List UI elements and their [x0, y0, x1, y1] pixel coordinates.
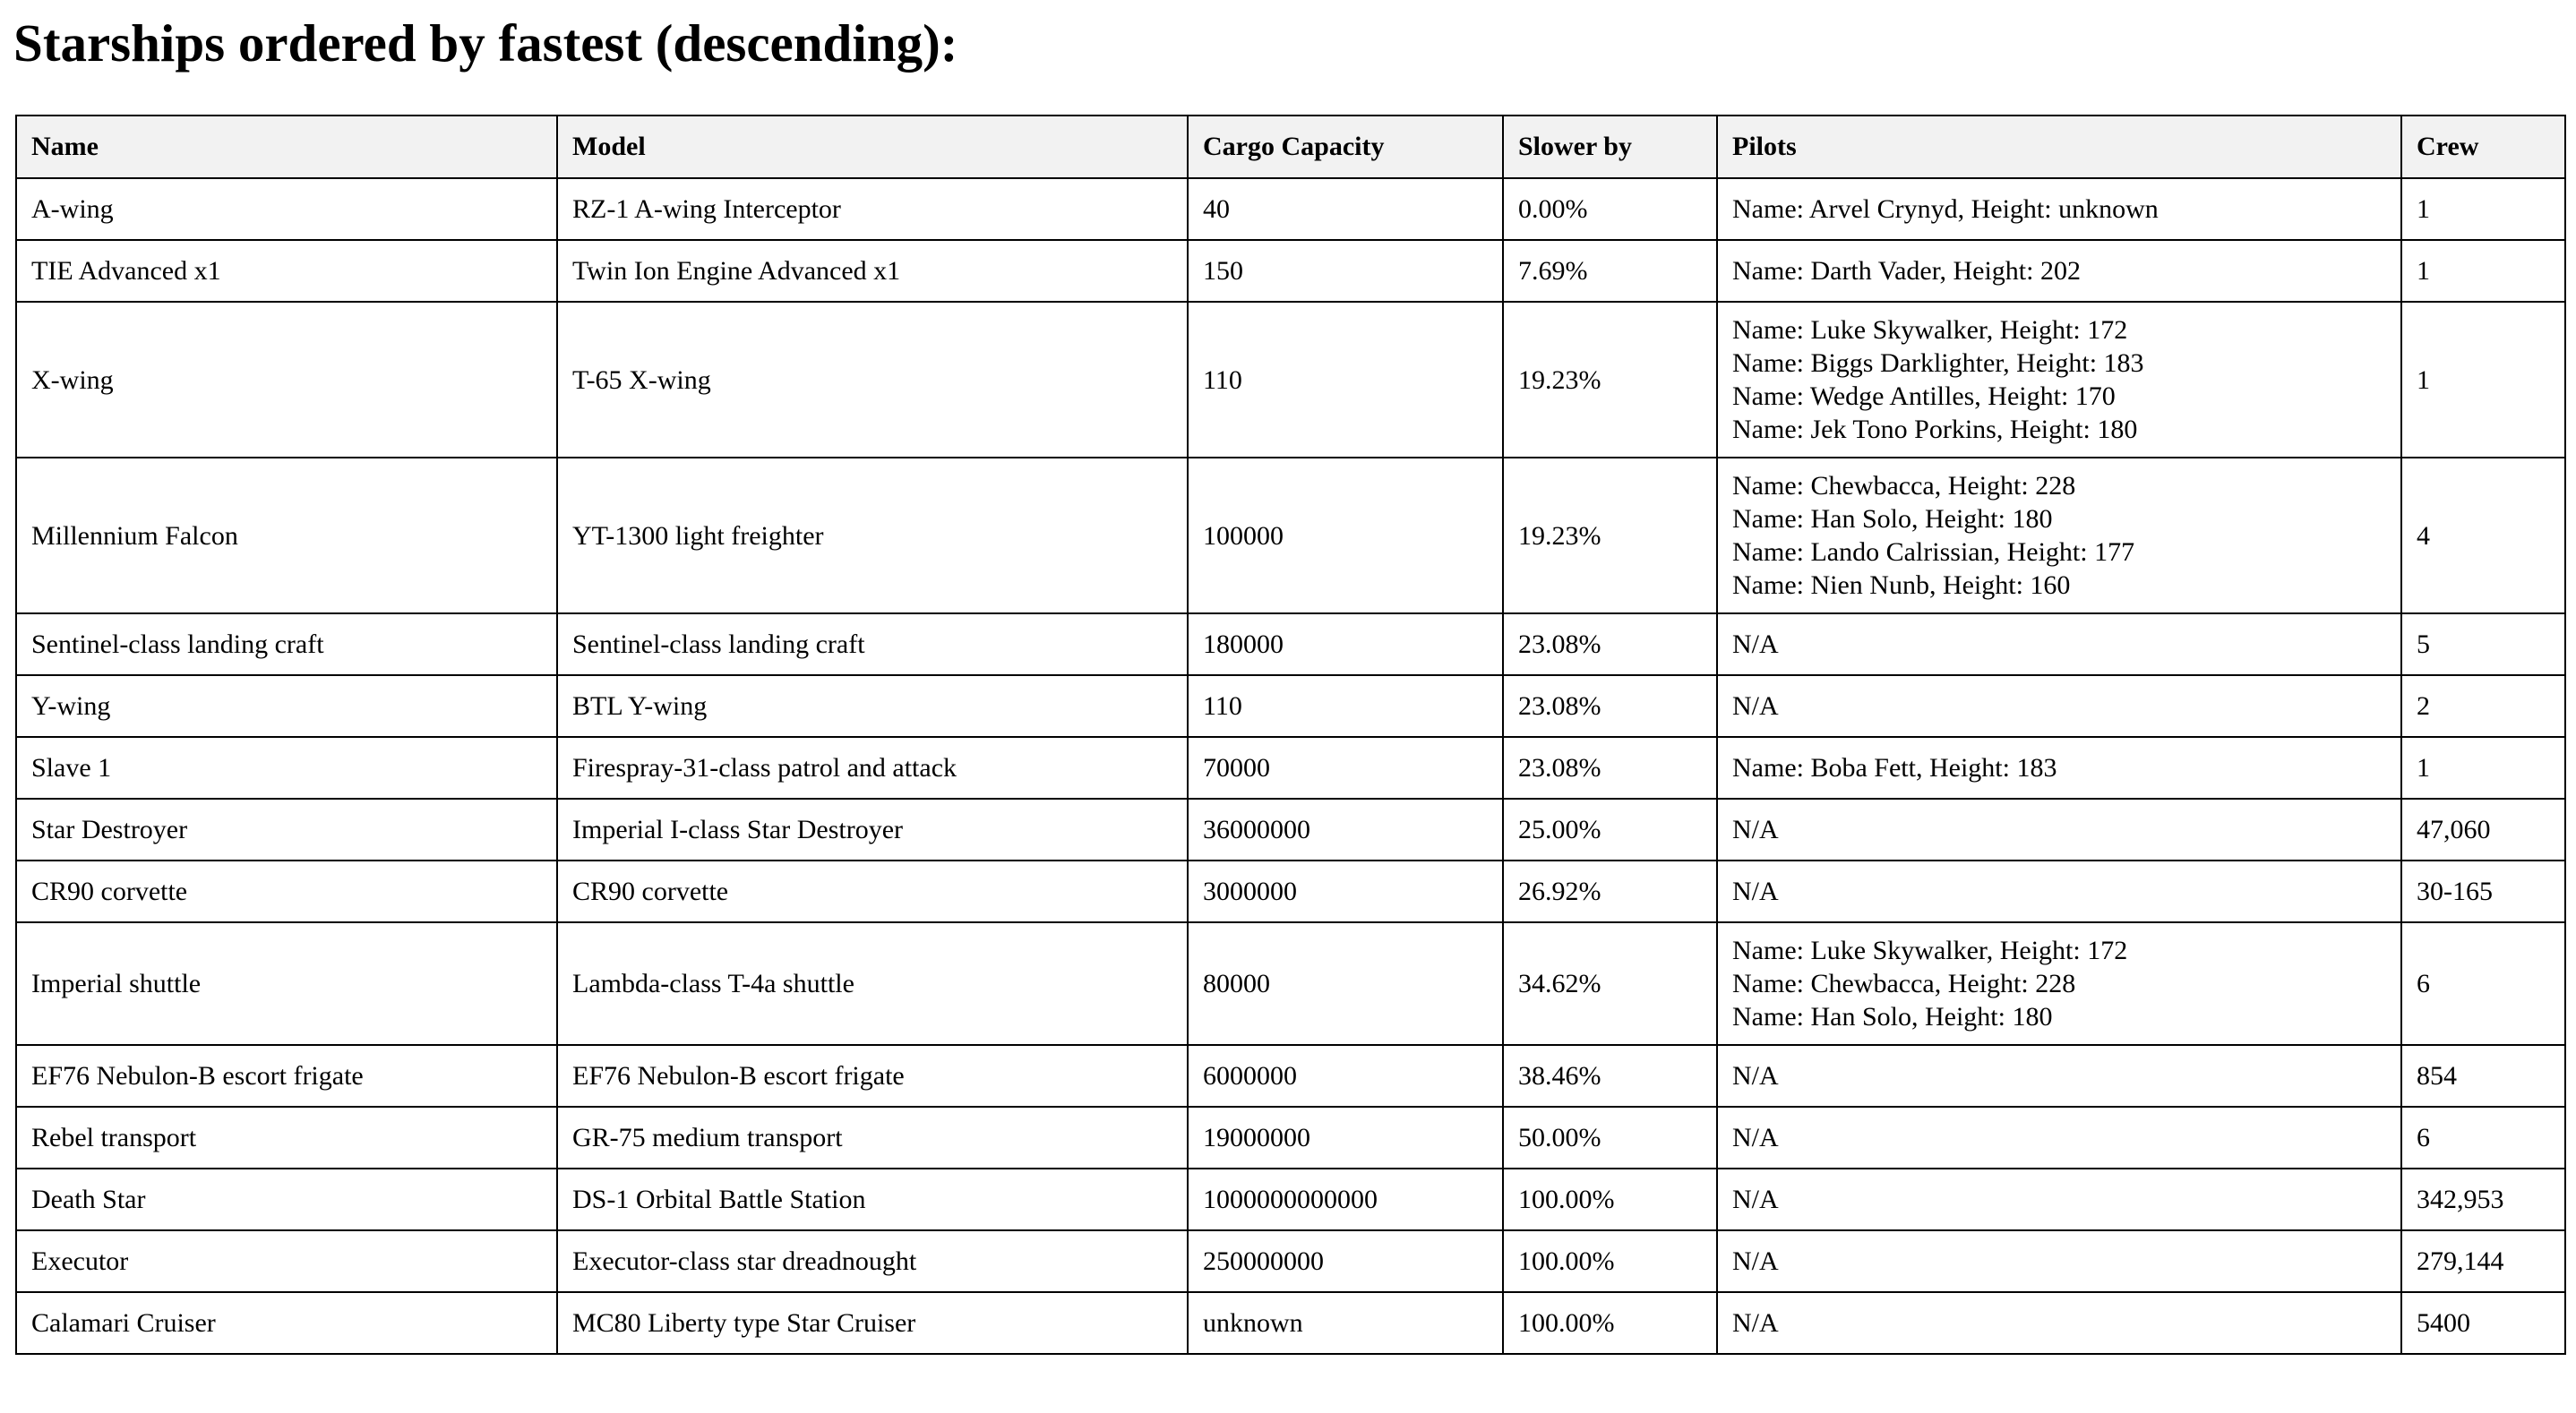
table-body [16, 178, 2565, 1354]
table-header-row [16, 116, 2565, 178]
cell-cargo-capacity: 110 [1188, 302, 1503, 458]
pilot-entry: Name: Jek Tono Porkins, Height: 180 [1732, 415, 2138, 444]
pilot-entry: Name: Luke Skywalker, Height: 172 [1732, 936, 2128, 965]
cell-name: Star Destroyer [16, 799, 557, 861]
cell-model: DS-1 Orbital Battle Station [557, 1169, 1188, 1230]
table-row [16, 1230, 2565, 1292]
pilot-entry: Name: Chewbacca, Height: 228 [1732, 969, 2076, 998]
pilot-entry: N/A [1732, 1246, 1779, 1276]
table-row [16, 861, 2565, 922]
cell-slower-by: 38.46% [1503, 1045, 1717, 1107]
starships-table [15, 115, 2566, 1355]
cell-pilots [1717, 613, 2401, 675]
cell-name: Death Star [16, 1169, 557, 1230]
table-row [16, 240, 2565, 302]
cell-crew: 6 [2401, 922, 2565, 1045]
pilot-entry: Name: Han Solo, Height: 180 [1732, 504, 2053, 534]
cell-name: Millennium Falcon [16, 458, 557, 613]
cell-crew: 6 [2401, 1107, 2565, 1169]
cell-pilots [1717, 178, 2401, 240]
cell-crew: 30-165 [2401, 861, 2565, 922]
header-slower-by: Slower by [1503, 116, 1717, 178]
table-row [16, 458, 2565, 613]
cell-model: GR-75 medium transport [557, 1107, 1188, 1169]
cell-model: YT-1300 light freighter [557, 458, 1188, 613]
table-row [16, 675, 2565, 737]
pilot-entry: N/A [1732, 1123, 1779, 1152]
cell-pilots [1717, 1107, 2401, 1169]
cell-model: Lambda-class T-4a shuttle [557, 922, 1188, 1045]
cell-crew: 4 [2401, 458, 2565, 613]
pilot-entry: N/A [1732, 1185, 1779, 1214]
pilot-entry: N/A [1732, 1308, 1779, 1338]
pilot-entry: N/A [1732, 691, 1779, 721]
pilot-entry: Name: Chewbacca, Height: 228 [1732, 471, 2076, 501]
table-row [16, 302, 2565, 458]
cell-cargo-capacity: 250000000 [1188, 1230, 1503, 1292]
cell-name: Slave 1 [16, 737, 557, 799]
cell-crew: 854 [2401, 1045, 2565, 1107]
cell-cargo-capacity: 70000 [1188, 737, 1503, 799]
cell-slower-by: 100.00% [1503, 1292, 1717, 1354]
cell-slower-by: 23.08% [1503, 613, 1717, 675]
pilot-entry: N/A [1732, 1061, 1779, 1091]
cell-name: TIE Advanced x1 [16, 240, 557, 302]
cell-crew: 5 [2401, 613, 2565, 675]
cell-model: Imperial I-class Star Destroyer [557, 799, 1188, 861]
pilot-entry: Name: Han Solo, Height: 180 [1732, 1002, 2053, 1032]
cell-model: BTL Y-wing [557, 675, 1188, 737]
cell-name: Rebel transport [16, 1107, 557, 1169]
cell-crew: 1 [2401, 178, 2565, 240]
table-row [16, 922, 2565, 1045]
pilot-entry: Name: Luke Skywalker, Height: 172 [1732, 315, 2128, 345]
cell-slower-by: 100.00% [1503, 1230, 1717, 1292]
cell-crew: 1 [2401, 240, 2565, 302]
cell-pilots [1717, 240, 2401, 302]
table-row [16, 1169, 2565, 1230]
pilot-entry: N/A [1732, 629, 1779, 659]
cell-name: EF76 Nebulon-B escort frigate [16, 1045, 557, 1107]
pilot-entry: N/A [1732, 877, 1779, 906]
cell-model: Twin Ion Engine Advanced x1 [557, 240, 1188, 302]
cell-pilots [1717, 302, 2401, 458]
cell-cargo-capacity: 3000000 [1188, 861, 1503, 922]
cell-slower-by: 100.00% [1503, 1169, 1717, 1230]
page-title: Starships ordered by fastest (descending): [13, 13, 958, 73]
pilot-entry: Name: Nien Nunb, Height: 160 [1732, 570, 2071, 600]
cell-model: CR90 corvette [557, 861, 1188, 922]
cell-cargo-capacity: 150 [1188, 240, 1503, 302]
cell-cargo-capacity: 19000000 [1188, 1107, 1503, 1169]
cell-model: EF76 Nebulon-B escort frigate [557, 1045, 1188, 1107]
cell-slower-by: 19.23% [1503, 458, 1717, 613]
cell-pilots [1717, 922, 2401, 1045]
cell-cargo-capacity: 36000000 [1188, 799, 1503, 861]
cell-pilots [1717, 737, 2401, 799]
cell-model: Sentinel-class landing craft [557, 613, 1188, 675]
cell-pilots [1717, 458, 2401, 613]
cell-model: Executor-class star dreadnought [557, 1230, 1188, 1292]
cell-pilots [1717, 861, 2401, 922]
cell-slower-by: 50.00% [1503, 1107, 1717, 1169]
cell-name: Y-wing [16, 675, 557, 737]
pilot-entry: N/A [1732, 815, 1779, 844]
cell-crew: 1 [2401, 302, 2565, 458]
table-row [16, 737, 2565, 799]
pilot-entry: Name: Arvel Crynyd, Height: unknown [1732, 194, 2159, 224]
cell-cargo-capacity: unknown [1188, 1292, 1503, 1354]
table-row [16, 1107, 2565, 1169]
cell-model: Firespray-31-class patrol and attack [557, 737, 1188, 799]
cell-slower-by: 0.00% [1503, 178, 1717, 240]
cell-slower-by: 34.62% [1503, 922, 1717, 1045]
cell-pilots [1717, 1169, 2401, 1230]
cell-cargo-capacity: 110 [1188, 675, 1503, 737]
cell-slower-by: 7.69% [1503, 240, 1717, 302]
pilot-entry: Name: Wedge Antilles, Height: 170 [1732, 381, 2116, 411]
cell-crew: 342,953 [2401, 1169, 2565, 1230]
cell-pilots [1717, 1292, 2401, 1354]
cell-name: CR90 corvette [16, 861, 557, 922]
cell-cargo-capacity: 180000 [1188, 613, 1503, 675]
header-model: Model [557, 116, 1188, 178]
cell-crew: 279,144 [2401, 1230, 2565, 1292]
cell-name: Sentinel-class landing craft [16, 613, 557, 675]
pilot-entry: Name: Biggs Darklighter, Height: 183 [1732, 348, 2144, 378]
cell-crew: 5400 [2401, 1292, 2565, 1354]
table-row [16, 799, 2565, 861]
cell-name: Imperial shuttle [16, 922, 557, 1045]
cell-cargo-capacity: 40 [1188, 178, 1503, 240]
cell-cargo-capacity: 80000 [1188, 922, 1503, 1045]
pilot-entry: Name: Lando Calrissian, Height: 177 [1732, 537, 2135, 567]
cell-model: MC80 Liberty type Star Cruiser [557, 1292, 1188, 1354]
cell-crew: 47,060 [2401, 799, 2565, 861]
pilot-entry: Name: Boba Fett, Height: 183 [1732, 753, 2057, 783]
cell-pilots [1717, 1045, 2401, 1107]
cell-model: RZ-1 A-wing Interceptor [557, 178, 1188, 240]
cell-name: Executor [16, 1230, 557, 1292]
cell-name: Calamari Cruiser [16, 1292, 557, 1354]
cell-cargo-capacity: 6000000 [1188, 1045, 1503, 1107]
header-name: Name [16, 116, 557, 178]
cell-pilots [1717, 799, 2401, 861]
cell-model: T-65 X-wing [557, 302, 1188, 458]
cell-slower-by: 25.00% [1503, 799, 1717, 861]
table-row [16, 1292, 2565, 1354]
header-crew: Crew [2401, 116, 2565, 178]
cell-slower-by: 19.23% [1503, 302, 1717, 458]
cell-slower-by: 26.92% [1503, 861, 1717, 922]
cell-pilots [1717, 675, 2401, 737]
table-row [16, 178, 2565, 240]
table-row [16, 613, 2565, 675]
header-pilots: Pilots [1717, 116, 2401, 178]
cell-crew: 2 [2401, 675, 2565, 737]
cell-pilots [1717, 1230, 2401, 1292]
cell-name: X-wing [16, 302, 557, 458]
table-row [16, 1045, 2565, 1107]
cell-cargo-capacity: 1000000000000 [1188, 1169, 1503, 1230]
header-cargo-capacity: Cargo Capacity [1188, 116, 1503, 178]
cell-name: A-wing [16, 178, 557, 240]
cell-slower-by: 23.08% [1503, 675, 1717, 737]
pilot-entry: Name: Darth Vader, Height: 202 [1732, 256, 2081, 286]
cell-crew: 1 [2401, 737, 2565, 799]
cell-cargo-capacity: 100000 [1188, 458, 1503, 613]
cell-slower-by: 23.08% [1503, 737, 1717, 799]
